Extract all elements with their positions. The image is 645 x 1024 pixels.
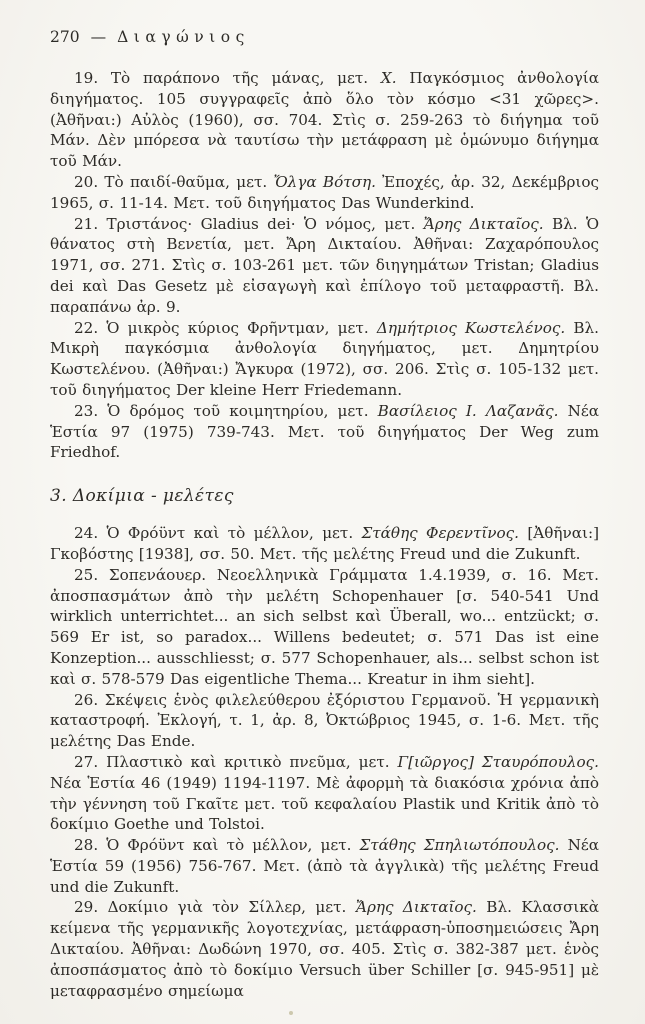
- bibliography-entry-20: [50, 172, 599, 214]
- entry-text-segment: Στάθης Φερεντῖνος.: [361, 524, 520, 543]
- bibliography-entry-23: [50, 401, 599, 463]
- entry-text-segment: Ἄρης Δικταῖος.: [423, 214, 544, 233]
- entry-text-segment: Βασίλειος Ι. Λαζανᾶς.: [377, 401, 559, 420]
- scan-speck: [289, 1011, 293, 1015]
- entry-text-segment: Γ[ιῶργος] Σταυρόπουλος.: [397, 752, 600, 771]
- bibliography-entry-24: [50, 523, 599, 565]
- running-header: [50, 28, 599, 46]
- entry-text-segment: 20. Τὸ παιδί-θαῦμα, μετ.: [74, 172, 274, 191]
- entry-text-segment: Ἐποχές, ἀρ. 32, Δεκέμβριος 1965, σ. 11-14. Μετ. τοῦ διηγήματος Das Wunderkind.: [50, 172, 599, 212]
- entry-text-segment: 21. Τριστάνος· Gladius dei· Ὁ νόμος, μετ.: [74, 214, 424, 233]
- bibliography-entry-22: [50, 318, 599, 401]
- entry-text-segment: Νέα Ἑστία 97 (1975) 739-743. Μετ. τοῦ διηγήματος Der Weg zum Friedhof.: [50, 401, 599, 462]
- entry-text-segment: [Ἀθῆναι:] Γκοβόστης [1938], σσ. 50. Μετ. τῆς μελέτης Freud und die Zukunft.: [50, 524, 599, 563]
- bibliography-entry-26: [50, 690, 599, 752]
- entry-text-segment: Βλ. Κλασσικὰ κείμενα τῆς γερμανικῆς λογοτεχνίας, μετάφραση-ὑποσημειώσεις Ἄρη Δικταίου. Ἀθῆναι: Δωδώνη 1970, σσ. 405. Στὶς σ. 382-387 μετ. ἑνὸς ἀποσπάσματος ἀπὸ τὸ δοκίμιο Versuch über Schiller [σ. 945-951] μὲ μεταφρασμένο σημείωμα: [50, 898, 600, 1000]
- bibliography-section-essays: [50, 523, 599, 1001]
- entry-text-segment: 24. Ὁ Φρόϋντ καὶ τὸ μέλλον, μετ.: [74, 524, 362, 543]
- entry-text-segment: 22. Ὁ μικρὸς κύριος Φρῆντμαν, μετ.: [74, 318, 377, 337]
- bibliography-section-translations: [50, 68, 599, 463]
- entry-text-segment: 23. Ὁ δρόμος τοῦ κοιμητηρίου, μετ.: [74, 401, 378, 420]
- entry-text-segment: 25. Σοπενάουερ. Νεοελληνικὰ Γράμματα 1.4.1939, σ. 16. Μετ. ἀποσπασμάτων ἀπὸ τὴν μελέτη Schopenhauer [σ. 540-541 Und wirklich unterrichtet... an sich selbst καὶ Überall, wo... entzückt; σ. 569 Er ist, so paradox... Willens bedeutet; σ. 571 Das ist eine Konzeption... ausschliesst; σ. 577 Schopenhauer, als... selbst schon ist καὶ σ. 578-579 Das eigentliche Thema... Kreatur in ihm sieht].: [50, 565, 599, 688]
- section-heading: 3. Δοκίμια - μελέτες: [50, 486, 234, 507]
- entry-text-segment: Ἄρης Δικταῖος.: [355, 898, 477, 917]
- bibliography-entry-25: [50, 565, 599, 690]
- entry-text-segment: Νέα Ἑστία 59 (1956) 756-767. Μετ. (ἀπὸ τὰ ἀγγλικὰ) τῆς μελέτης Freud und die Zukunft.: [50, 836, 599, 896]
- bibliography-entry-27: [50, 752, 599, 835]
- page-number: 270: [50, 28, 80, 46]
- entry-text-segment: Ὄλγα Βότση.: [273, 172, 376, 191]
- entry-text-segment: 27. Πλαστικὸ καὶ κριτικὸ πνεῦμα, μετ.: [74, 752, 398, 771]
- bibliography-entry-28: [50, 835, 599, 897]
- entry-text-segment: Χ.: [380, 69, 397, 87]
- entry-text-segment: 26. Σκέψεις ἑνὸς φιλελεύθερου ἐξόριστου Γερμανοῦ. Ἡ γερμανικὴ καταστροφή. Ἐκλογή, τ. 1, ἀρ. 8, Ὀκτώβριος 1945, σ. 1-6. Μετ. τῆς μελέτης Das Ende.: [50, 690, 599, 751]
- bibliography-entry-19: [50, 68, 599, 172]
- entry-text-segment: Νέα Ἑστία 46 (1949) 1194-1197. Μὲ ἀφορμὴ τὰ διακόσια χρόνια ἀπὸ τὴν γέννηση τοῦ Γκαῖτε μετ. τοῦ κεφαλαίου Plastik und Kritik ἀπὸ τὸ δοκίμιο Goethe und Tolstoi.: [50, 773, 599, 834]
- entry-text-segment: Δημήτριος Κωστελένος.: [376, 318, 566, 337]
- entry-text-segment: Παγκόσμιος ἀνθολογία διηγήματος. 105 συγγραφεῖς ἀπὸ ὅλο τὸν κόσμο <31 χῶρες>. (Ἀθῆναι:) Αὐλὸς (1960), σσ. 704. Στὶς σ. 259-263 τὸ διήγημα τοῦ Μάν. Δὲν μπόρεσα νὰ ταυτίσω τὴν μετάφραση μὲ ὁμώνυμο διήγημα τοῦ Μάν.: [50, 69, 599, 171]
- entry-text-segment: Βλ. Μικρὴ παγκόσμια ἀνθολογία διηγήματος, μετ. Δημητρίου Κωστελένου. (Ἀθῆναι:) Ἄγκυρα (1972), σσ. 206. Στὶς σ. 105-132 μετ. τοῦ διηγήματος Der kleine Herr Friedemann.: [50, 318, 599, 399]
- entry-text-segment: Βλ. Ὁ θάνατος στὴ Βενετία, μετ. Ἄρη Δικταίου. Ἀθῆναι: Ζαχαρόπουλος 1971, σσ. 271. Στὶς σ. 103-261 μετ. τῶν διηγημάτων Tristan; Gladius dei καὶ Das Gesetz μὲ εἰσαγωγὴ καὶ ἐπίλογο τοῦ μεταφραστῆ. Βλ. παραπάνω ἀρ. 9.: [50, 214, 599, 316]
- header-dash: —: [90, 28, 107, 46]
- entry-text-segment: 28. Ὁ Φρόϋντ καὶ τὸ μέλλον, μετ.: [74, 836, 360, 855]
- entry-text-segment: Στάθης Σπηλιωτόπουλος.: [359, 836, 560, 855]
- bibliography-entry-29: [50, 897, 599, 1001]
- entry-text-segment: 29. Δοκίμιο γιὰ τὸν Σίλλερ, μετ.: [74, 898, 356, 917]
- bibliography-entry-21: [50, 214, 599, 318]
- entry-text-segment: 19. Τὸ παράπονο τῆς μάνας, μετ.: [74, 69, 381, 87]
- running-title: Διαγώνιος: [117, 28, 250, 46]
